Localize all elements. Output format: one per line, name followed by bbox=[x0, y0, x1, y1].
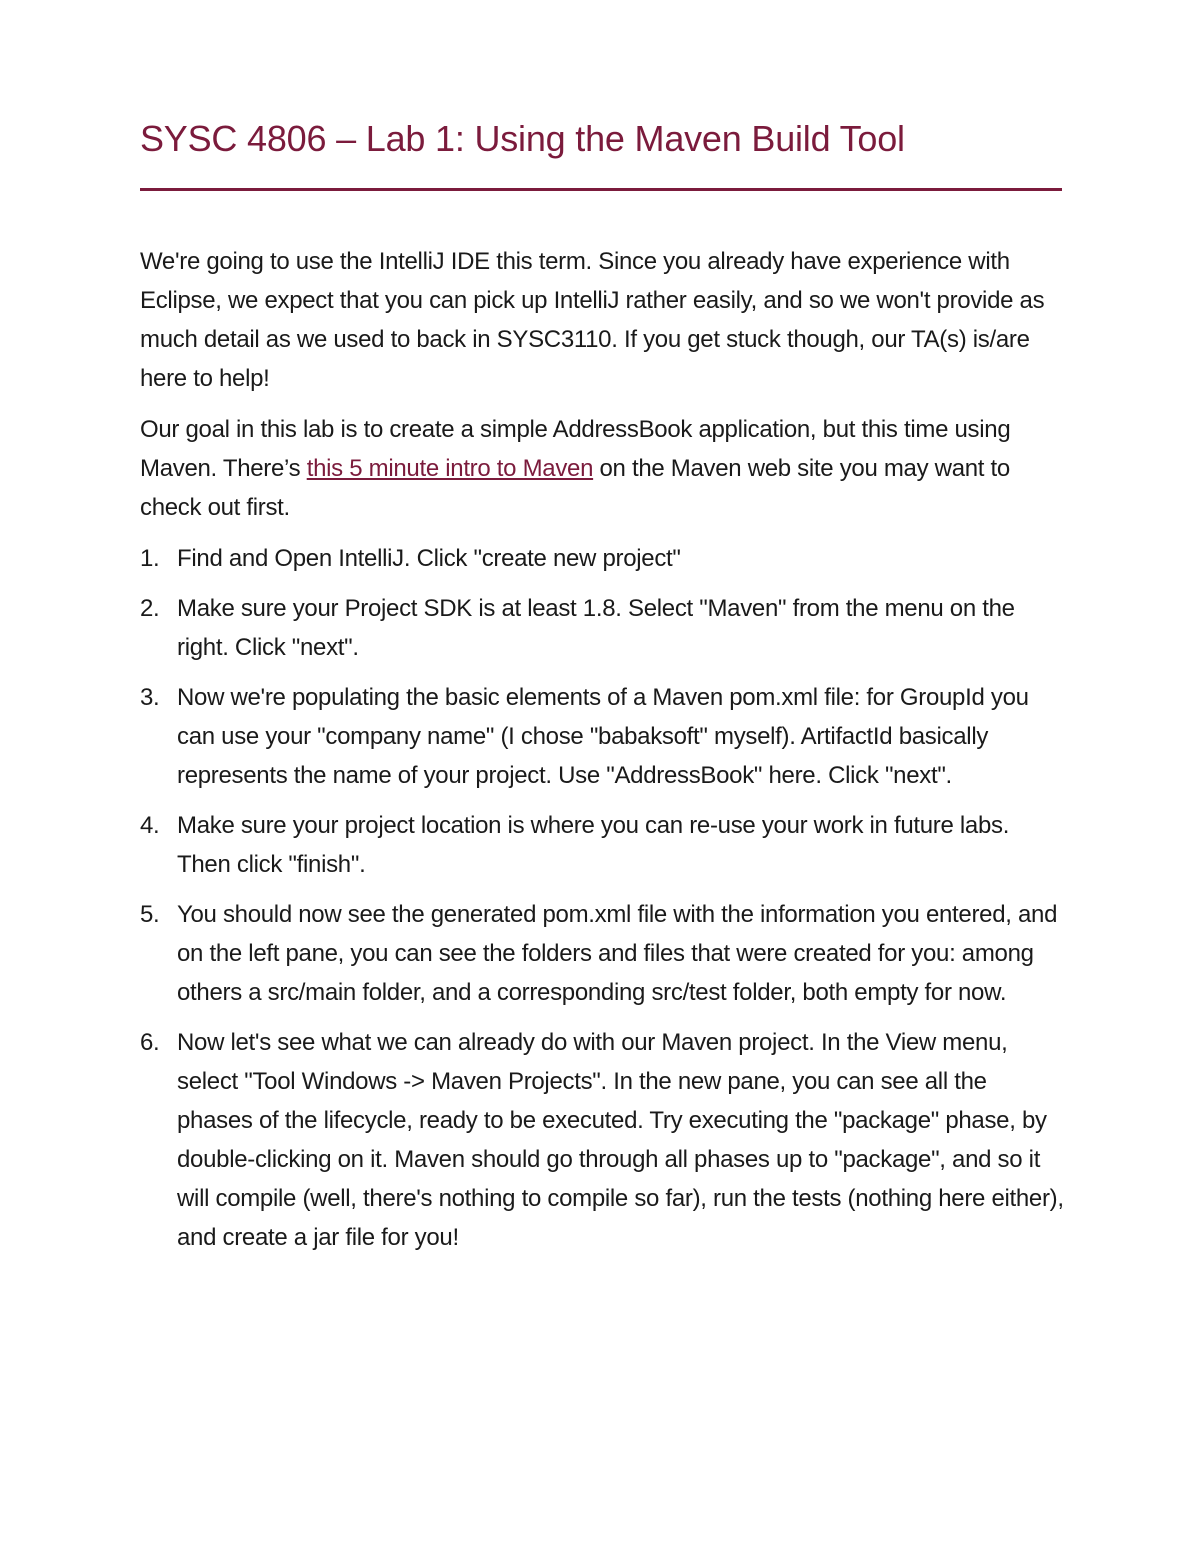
list-item bbox=[140, 589, 1065, 667]
intro-paragraph: We're going to use the IntelliJ IDE this term. Since you already have experience with Eclipse, we expect that you can pick up IntelliJ rather easily, and so we won't provide as much detail as we used to back in SYSC3110. If you get stuck though, our TA(s) is/are here to help! bbox=[140, 248, 1045, 392]
step-text: Make sure your project location is where you can re-use your work in future labs. Then click "finish". bbox=[177, 812, 1010, 878]
title-divider bbox=[140, 188, 1062, 191]
step-number: 1. bbox=[140, 545, 160, 572]
step-text: Find and Open IntelliJ. Click "create new project" bbox=[177, 545, 681, 572]
list-item bbox=[140, 895, 1065, 1012]
document-body bbox=[140, 242, 1065, 1268]
step-number: 4. bbox=[140, 812, 160, 839]
list-item bbox=[140, 678, 1065, 795]
maven-intro-link[interactable]: this 5 minute intro to Maven bbox=[306, 455, 594, 482]
goal-paragraph bbox=[140, 410, 1065, 527]
step-number: 3. bbox=[140, 684, 160, 711]
step-text: Make sure your Project SDK is at least 1.8. Select "Maven" from the menu on the right. Click "next". bbox=[177, 595, 1015, 661]
goal-text-after-link: on the Maven web site you may want to check out first. bbox=[140, 455, 1010, 521]
step-text: Now let's see what we can already do with our Maven project. In the View menu, select "Tool Windows -> Maven Projects". In the new pane, you can see all the phases of the lifecycle, ready to be executed. Try executing the "package" phase, by double-clicking on it. Maven should go through all phases up to "package", and so it will compile (well, there's nothing to compile so far), run the tests (nothing here either), and create a jar file for you! bbox=[177, 1029, 1064, 1251]
steps-list bbox=[140, 539, 1065, 1257]
step-number: 5. bbox=[140, 901, 160, 928]
goal-text-before-link: Our goal in this lab is to create a simple AddressBook application, but this time using Maven. There’s bbox=[140, 416, 1011, 482]
list-item bbox=[140, 806, 1065, 884]
list-item bbox=[140, 1023, 1065, 1257]
step-text: You should now see the generated pom.xml file with the information you entered, and on the left pane, you can see the folders and files that were created for you: among others a src/main folder, and a corresponding src/test folder, both empty for now. bbox=[177, 901, 1058, 1006]
step-text: Now we're populating the basic elements of a Maven pom.xml file: for GroupId you can use your "company name" (I chose "babaksoft" myself). ArtifactId basically represents the name of your project. Use "AddressBook" here. Click "next". bbox=[177, 684, 1029, 789]
page-title: SYSC 4806 – Lab 1: Using the Maven Build Tool bbox=[140, 118, 905, 159]
step-number: 6. bbox=[140, 1029, 160, 1056]
list-item bbox=[140, 539, 1065, 578]
step-number: 2. bbox=[140, 595, 160, 622]
